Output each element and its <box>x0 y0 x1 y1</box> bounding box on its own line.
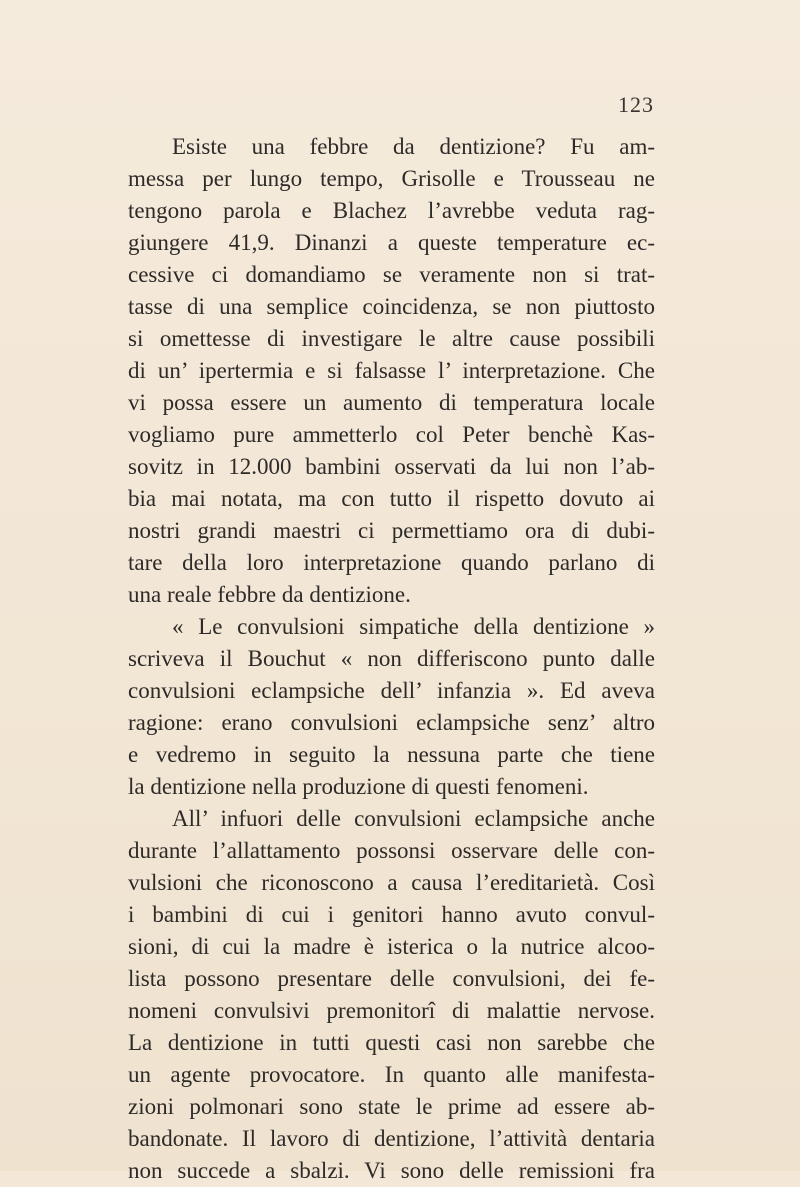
text-line: i bambini di cui i genitori hanno avuto convul- <box>128 902 655 927</box>
text-line: giungere 41,9. Dinanzi a queste temperature ec- <box>128 230 655 255</box>
text-line: una reale febbre da dentizione. <box>128 582 411 607</box>
text-line: All’ infuori delle convulsioni eclampsiche anche <box>172 806 655 831</box>
text-line: bandonate. Il lavoro di dentizione, l’attività dentaria <box>128 1126 655 1151</box>
page-number: 123 <box>618 92 654 117</box>
text-line: zioni polmonari sono state le prime ad essere ab- <box>128 1094 655 1119</box>
text-line: vogliamo pure ammetterlo col Peter benchè Kas- <box>128 422 655 447</box>
text-line: « Le convulsioni simpatiche della dentizione » <box>172 614 655 639</box>
text-line: ragione: erano convulsioni eclampsiche senz’ altro <box>128 710 655 735</box>
text-line: sioni, di cui la madre è isterica o la nutrice alcoo- <box>128 934 655 959</box>
text-line: tengono parola e Blachez l’avrebbe veduta rag- <box>128 198 655 223</box>
text-line: bia mai notata, ma con tutto il rispetto dovuto ai <box>128 486 655 511</box>
text-line: nomeni convulsivi premonitorî di malattie nervose. <box>128 998 655 1023</box>
text-line: scriveva il Bouchut « non differiscono punto dalle <box>128 646 655 671</box>
text-line: cessive ci domandiamo se veramente non si trat- <box>128 262 655 287</box>
text-line: vulsioni che riconoscono a causa l’ereditarietà. Così <box>128 870 655 895</box>
text-line: messa per lungo tempo, Grisolle e Trousseau ne <box>128 166 655 191</box>
text-line: di un’ ipertermia e si falsasse l’ interpretazione. Che <box>128 358 655 383</box>
text-line: La dentizione in tutti questi casi non sarebbe che <box>128 1030 655 1055</box>
text-line: si omettesse di investigare le altre cause possibili <box>128 326 655 351</box>
text-line: tare della loro interpretazione quando parlano di <box>128 550 655 575</box>
text-line: tasse di una semplice coincidenza, se non piuttosto <box>128 294 655 319</box>
text-line: non succede a sbalzi. Vi sono delle remissioni fra <box>128 1158 655 1183</box>
text-line: la dentizione nella produzione di questi fenomeni. <box>128 774 589 799</box>
text-line: Esiste una febbre da dentizione? Fu am- <box>172 134 655 159</box>
text-line: nostri grandi maestri ci permettiamo ora di dubi- <box>128 518 655 543</box>
text-line: convulsioni eclampsiche dell’ infanzia ». Ed aveva <box>128 678 655 703</box>
text-line: e vedremo in seguito la nessuna parte che tiene <box>128 742 655 767</box>
text-line: vi possa essere un aumento di temperatura locale <box>128 390 655 415</box>
text-line: lista possono presentare delle convulsioni, dei fe- <box>128 966 655 991</box>
text-line: durante l’allattamento possonsi osservare delle con- <box>128 838 655 863</box>
body-text <box>128 131 655 1187</box>
text-line: un agente provocatore. In quanto alle manifesta- <box>128 1062 655 1087</box>
text-line: sovitz in 12.000 bambini osservati da lui non l’ab- <box>128 454 655 479</box>
